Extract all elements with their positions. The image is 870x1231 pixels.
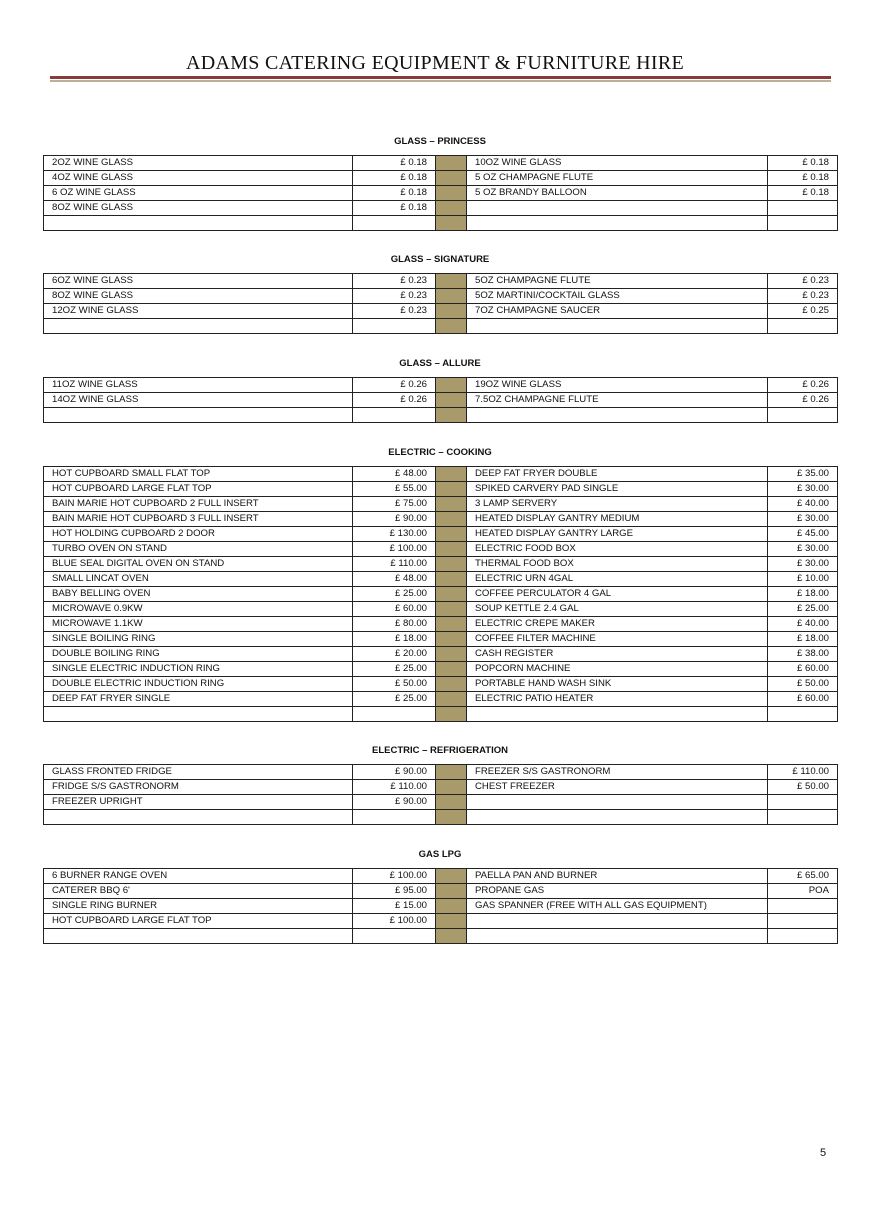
table-row [44,884,838,899]
item-price [768,319,838,334]
table-row [44,572,838,587]
item-price [768,216,838,231]
table-row [44,527,838,542]
item-price: £ 25.00 [768,602,838,617]
item-name: PROPANE GAS [467,884,768,899]
item-name: SINGLE BOILING RING [44,632,353,647]
item-price: £ 80.00 [353,617,436,632]
item-name: 14OZ WINE GLASS [44,393,353,408]
item-name [467,707,768,722]
item-price: £ 48.00 [353,572,436,587]
separator [436,304,467,319]
item-price: £ 0.26 [768,393,838,408]
table-row [44,795,838,810]
item-name: FREEZER UPRIGHT [44,795,353,810]
item-price: £ 0.23 [768,289,838,304]
item-name [44,810,353,825]
item-name: DEEP FAT FRYER DOUBLE [467,467,768,482]
table-row [44,780,838,795]
item-price: £ 130.00 [353,527,436,542]
separator [436,378,467,393]
item-name: HOT CUPBOARD SMALL FLAT TOP [44,467,353,482]
item-price: £ 75.00 [353,497,436,512]
item-name [467,216,768,231]
item-price: £ 0.23 [768,274,838,289]
table-row [44,319,838,334]
separator [436,216,467,231]
item-price: £ 110.00 [768,765,838,780]
price-table [43,273,838,334]
page-title: ADAMS CATERING EQUIPMENT & FURNITURE HIRE [185,52,685,74]
table-row [44,304,838,319]
table-row [44,602,838,617]
table-row [44,408,838,423]
item-price: £ 18.00 [768,587,838,602]
table-row [44,765,838,780]
table-row [44,216,838,231]
section-title: GAS LPG [418,849,462,860]
item-price: £ 90.00 [353,765,436,780]
table-row [44,512,838,527]
item-name: SMALL LINCAT OVEN [44,572,353,587]
item-price: £ 18.00 [353,632,436,647]
item-name: MICROWAVE 1.1KW [44,617,353,632]
item-price: £ 25.00 [353,692,436,707]
item-price: £ 0.18 [768,156,838,171]
table-row [44,171,838,186]
item-name: HOT CUPBOARD LARGE FLAT TOP [44,914,353,929]
section-title: GLASS – ALLURE [399,358,481,369]
section-title: ELECTRIC – COOKING [388,447,492,458]
item-price: £ 25.00 [353,587,436,602]
separator [436,171,467,186]
item-name: 19OZ WINE GLASS [467,378,768,393]
separator [436,677,467,692]
item-price: £ 0.26 [353,378,436,393]
separator [436,884,467,899]
item-price: £ 0.25 [768,304,838,319]
item-price [768,707,838,722]
separator [436,186,467,201]
item-name: HOT CUPBOARD LARGE FLAT TOP [44,482,353,497]
item-price: £ 60.00 [768,692,838,707]
item-name: 7.5OZ CHAMPAGNE FLUTE [467,393,768,408]
item-price: £ 90.00 [353,795,436,810]
item-name [44,929,353,944]
item-name [44,319,353,334]
item-name: BABY BELLING OVEN [44,587,353,602]
item-price: £ 65.00 [768,869,838,884]
table-row [44,201,838,216]
item-price [768,201,838,216]
item-price [768,914,838,929]
item-name: 2OZ WINE GLASS [44,156,353,171]
header-rule [50,76,831,79]
separator [436,393,467,408]
item-name: FREEZER S/S GASTRONORM [467,765,768,780]
item-price: £ 60.00 [353,602,436,617]
item-price: £ 0.18 [768,186,838,201]
separator [436,692,467,707]
item-price [353,319,436,334]
table-row [44,647,838,662]
item-price: £ 0.18 [768,171,838,186]
separator [436,707,467,722]
item-price: £ 30.00 [768,542,838,557]
item-name: POPCORN MACHINE [467,662,768,677]
item-price [768,929,838,944]
page-number: 5 [820,1147,827,1159]
separator [436,899,467,914]
table-row [44,587,838,602]
item-name: 7OZ CHAMPAGNE SAUCER [467,304,768,319]
item-name: HEATED DISPLAY GANTRY MEDIUM [467,512,768,527]
table-row [44,929,838,944]
item-name: BAIN MARIE HOT CUPBOARD 3 FULL INSERT [44,512,353,527]
item-price [768,408,838,423]
separator [436,274,467,289]
item-name: CATERER BBQ 6' [44,884,353,899]
item-name: COFFEE PERCULATOR 4 GAL [467,587,768,602]
item-name: 5OZ CHAMPAGNE FLUTE [467,274,768,289]
item-name: 6 BURNER RANGE OVEN [44,869,353,884]
item-name: 5OZ MARTINI/COCKTAIL GLASS [467,289,768,304]
item-price: £ 100.00 [353,914,436,929]
item-price: £ 35.00 [768,467,838,482]
item-price: £ 25.00 [353,662,436,677]
item-name: 12OZ WINE GLASS [44,304,353,319]
table-row [44,557,838,572]
item-price: £ 30.00 [768,512,838,527]
separator [436,647,467,662]
section-electric-refrigeration [43,743,837,825]
item-name: GAS SPANNER (FREE WITH ALL GAS EQUIPMENT) [467,899,768,914]
item-price [353,810,436,825]
item-name: 8OZ WINE GLASS [44,289,353,304]
item-name: DEEP FAT FRYER SINGLE [44,692,353,707]
separator [436,914,467,929]
separator [436,602,467,617]
table-row [44,707,838,722]
table-row [44,662,838,677]
separator [436,587,467,602]
item-price [353,408,436,423]
item-name: 11OZ WINE GLASS [44,378,353,393]
table-row [44,274,838,289]
table-row [44,393,838,408]
separator [436,557,467,572]
table-row [44,289,838,304]
item-name [467,929,768,944]
separator [436,408,467,423]
item-price: £ 110.00 [353,780,436,795]
item-name: FRIDGE S/S GASTRONORM [44,780,353,795]
item-name [44,408,353,423]
item-name: SINGLE ELECTRIC INDUCTION RING [44,662,353,677]
item-price: £ 40.00 [768,497,838,512]
section-gas-lpg [43,847,837,944]
separator [436,527,467,542]
item-price: £ 0.23 [353,289,436,304]
item-name: THERMAL FOOD BOX [467,557,768,572]
item-price: £ 90.00 [353,512,436,527]
price-table [43,155,838,231]
item-price: £ 0.23 [353,304,436,319]
separator [436,156,467,171]
item-price: £ 0.18 [353,171,436,186]
item-price: £ 10.00 [768,572,838,587]
item-price: £ 50.00 [353,677,436,692]
item-name: BAIN MARIE HOT CUPBOARD 2 FULL INSERT [44,497,353,512]
item-name: HEATED DISPLAY GANTRY LARGE [467,527,768,542]
item-name: 4OZ WINE GLASS [44,171,353,186]
item-name: ELECTRIC URN 4GAL [467,572,768,587]
item-price: £ 50.00 [768,780,838,795]
item-price [353,216,436,231]
table-row [44,378,838,393]
separator [436,289,467,304]
table-row [44,869,838,884]
item-name: HOT HOLDING CUPBOARD 2 DOOR [44,527,353,542]
item-price: £ 95.00 [353,884,436,899]
item-price: £ 20.00 [353,647,436,662]
item-price: £ 40.00 [768,617,838,632]
item-name: 5 OZ CHAMPAGNE FLUTE [467,171,768,186]
item-name [467,319,768,334]
item-price: £ 50.00 [768,677,838,692]
table-row [44,186,838,201]
separator [436,765,467,780]
item-name [467,795,768,810]
item-price: £ 0.18 [353,201,436,216]
item-price [768,795,838,810]
item-name: MICROWAVE 0.9KW [44,602,353,617]
item-name: CASH REGISTER [467,647,768,662]
section-glass-signature [43,252,837,334]
item-price: £ 30.00 [768,557,838,572]
separator [436,869,467,884]
item-name: 5 OZ BRANDY BALLOON [467,186,768,201]
header-rule-shadow [50,80,831,82]
item-name: BLUE SEAL DIGITAL OVEN ON STAND [44,557,353,572]
section-glass-allure [43,356,837,423]
item-price: £ 100.00 [353,869,436,884]
item-price: £ 30.00 [768,482,838,497]
section-electric-cooking [43,445,837,722]
item-price: £ 18.00 [768,632,838,647]
price-table [43,466,838,722]
separator [436,482,467,497]
section-title: GLASS – SIGNATURE [390,254,490,265]
table-row [44,692,838,707]
separator [436,662,467,677]
separator [436,780,467,795]
price-table [43,868,838,944]
item-name: DOUBLE ELECTRIC INDUCTION RING [44,677,353,692]
table-row [44,617,838,632]
item-name: ELECTRIC PATIO HEATER [467,692,768,707]
item-name: TURBO OVEN ON STAND [44,542,353,557]
item-name: 6OZ WINE GLASS [44,274,353,289]
item-name: 8OZ WINE GLASS [44,201,353,216]
item-price: £ 60.00 [768,662,838,677]
price-table [43,764,838,825]
item-price: POA [768,884,838,899]
item-price: £ 110.00 [353,557,436,572]
price-table [43,377,838,423]
item-name: PORTABLE HAND WASH SINK [467,677,768,692]
table-row [44,467,838,482]
separator [436,572,467,587]
item-name [44,707,353,722]
item-price: £ 0.26 [768,378,838,393]
item-name: ELECTRIC FOOD BOX [467,542,768,557]
separator [436,201,467,216]
item-price: £ 45.00 [768,527,838,542]
separator [436,810,467,825]
section-title: ELECTRIC – REFRIGERATION [372,745,508,756]
item-name: SOUP KETTLE 2.4 GAL [467,602,768,617]
item-name: PAELLA PAN AND BURNER [467,869,768,884]
item-name [467,914,768,929]
item-name: SINGLE RING BURNER [44,899,353,914]
item-price: £ 0.18 [353,156,436,171]
separator [436,632,467,647]
item-name: COFFEE FILTER MACHINE [467,632,768,647]
separator [436,929,467,944]
item-price [768,810,838,825]
table-row [44,677,838,692]
table-row [44,542,838,557]
item-price [353,707,436,722]
section-glass-princess [43,134,837,231]
item-name: ELECTRIC CREPE MAKER [467,617,768,632]
item-name: SPIKED CARVERY PAD SINGLE [467,482,768,497]
item-price: £ 55.00 [353,482,436,497]
item-name [44,216,353,231]
item-name: CHEST FREEZER [467,780,768,795]
item-price [353,929,436,944]
item-name [467,810,768,825]
table-row [44,632,838,647]
table-row [44,497,838,512]
item-name [467,201,768,216]
item-name [467,408,768,423]
item-name: DOUBLE BOILING RING [44,647,353,662]
separator [436,319,467,334]
separator [436,467,467,482]
separator [436,542,467,557]
separator [436,617,467,632]
item-price: £ 15.00 [353,899,436,914]
item-price: £ 48.00 [353,467,436,482]
table-row [44,914,838,929]
table-row [44,156,838,171]
item-name: 10OZ WINE GLASS [467,156,768,171]
item-price: £ 38.00 [768,647,838,662]
table-row [44,482,838,497]
separator [436,497,467,512]
separator [436,512,467,527]
item-name: 6 OZ WINE GLASS [44,186,353,201]
item-price: £ 0.26 [353,393,436,408]
table-row [44,810,838,825]
item-price: £ 0.18 [353,186,436,201]
separator [436,795,467,810]
table-row [44,899,838,914]
item-name: GLASS FRONTED FRIDGE [44,765,353,780]
item-price: £ 100.00 [353,542,436,557]
item-name: 3 LAMP SERVERY [467,497,768,512]
section-title: GLASS – PRINCESS [394,136,486,147]
item-price: £ 0.23 [353,274,436,289]
item-price [768,899,838,914]
